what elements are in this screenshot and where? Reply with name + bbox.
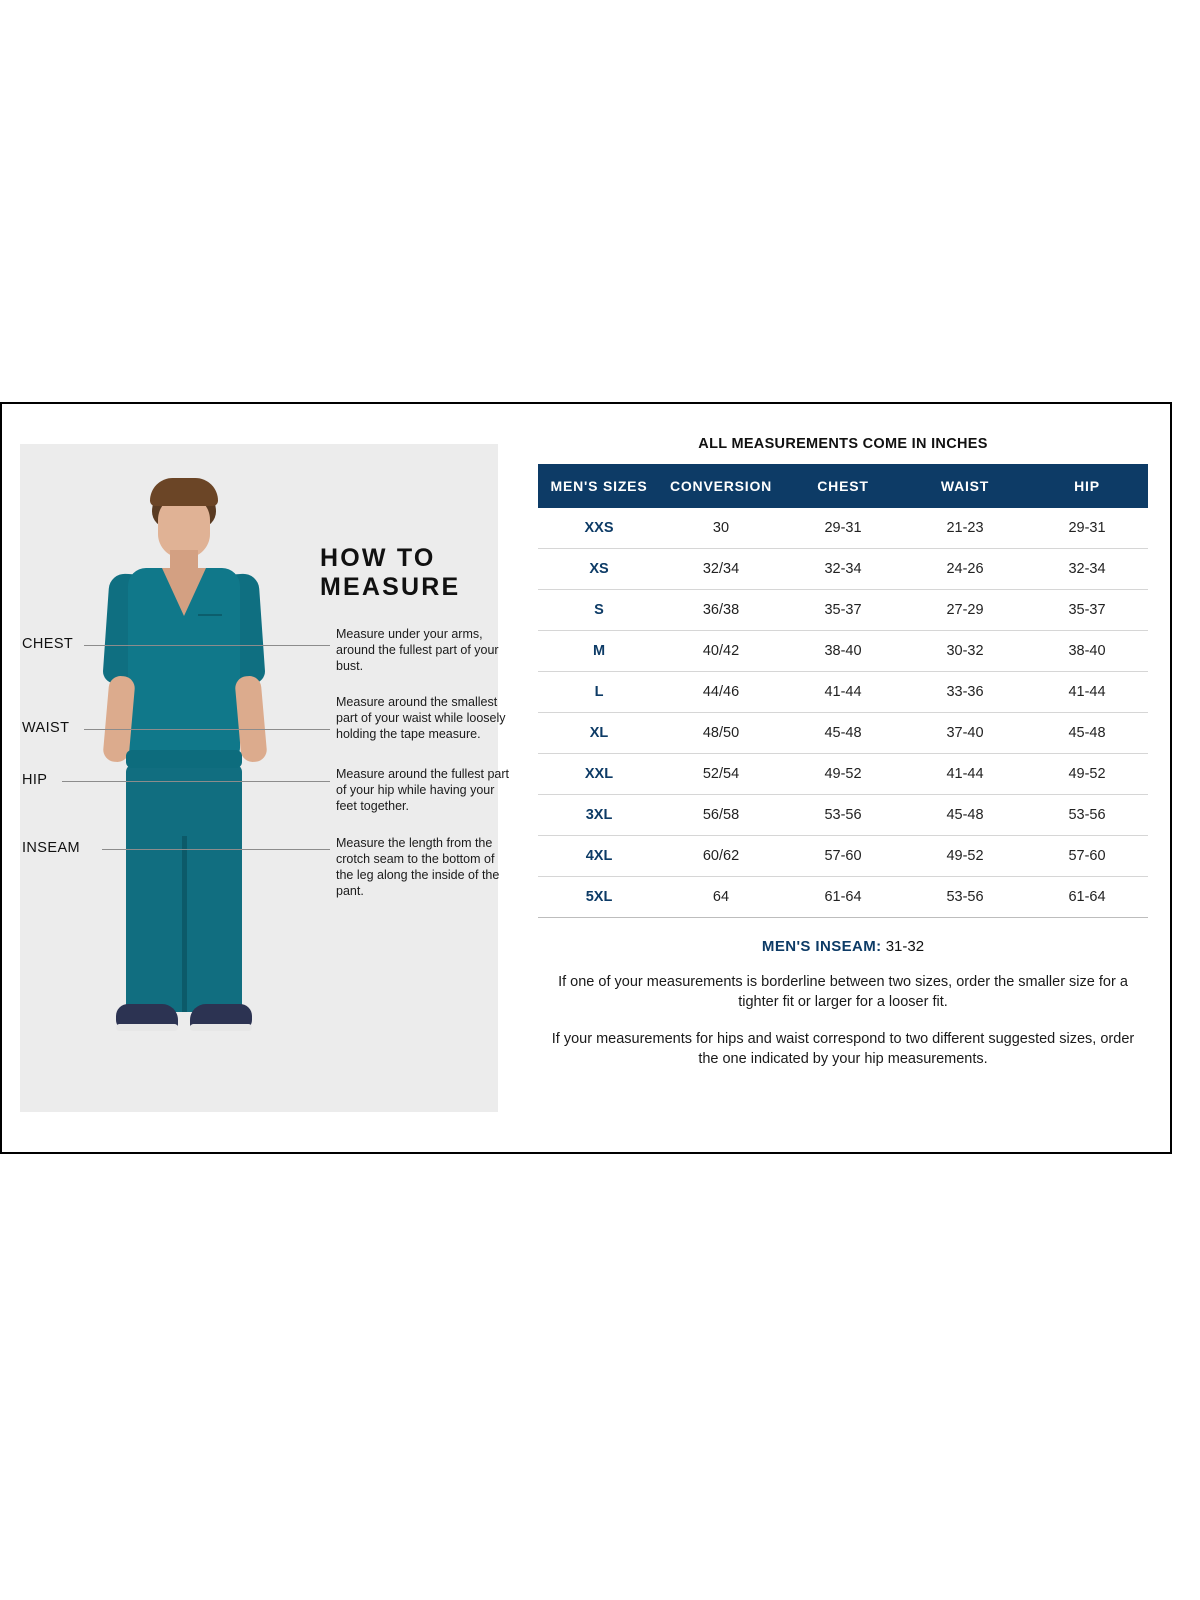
sizing-note-borderline: If one of your measurements is borderline between two sizes, order the smaller size for a tighter fit or larger for a looser fit. xyxy=(558,974,1128,1010)
cell-hip: 45-48 xyxy=(1026,713,1148,754)
cell-conversion: 40/42 xyxy=(660,631,782,672)
cell-conversion: 48/50 xyxy=(660,713,782,754)
right-shoe-sole-shape xyxy=(190,1024,252,1031)
chest-instruction: Measure under your arms, around the fullest part of your bust. xyxy=(336,627,499,673)
chest-label: CHEST xyxy=(22,636,74,652)
sizing-note-hip-waist: If your measurements for hips and waist correspond to two different suggested sizes, order the one indicated by your hip measurements. xyxy=(551,1031,1135,1067)
cell-size: 5XL xyxy=(538,877,660,918)
cell-waist: 41-44 xyxy=(904,754,1026,795)
cell-chest: 35-37 xyxy=(782,590,904,631)
hair-top-shape xyxy=(150,478,218,506)
inseam-instruction: Measure the length from the crotch seam to the bottom of the leg along the inside of the pant. xyxy=(336,836,500,898)
waistband-shape xyxy=(126,750,242,768)
cell-waist: 53-56 xyxy=(904,877,1026,918)
waist-label: WAIST xyxy=(22,720,70,736)
table-row xyxy=(538,713,1148,754)
waist-instruction: Measure around the smallest part of your waist while loosely holding the tape measure. xyxy=(336,695,506,741)
cell-size: XL xyxy=(538,713,660,754)
how-to-measure-panel xyxy=(2,404,516,1152)
cell-chest: 53-56 xyxy=(782,795,904,836)
model-figure-illustration xyxy=(70,464,300,1064)
cell-waist: 27-29 xyxy=(904,590,1026,631)
column-header-conversion: CONVERSION xyxy=(660,464,782,508)
cell-hip: 61-64 xyxy=(1026,877,1148,918)
cell-size: S xyxy=(538,590,660,631)
cell-waist: 21-23 xyxy=(904,508,1026,549)
how-to-measure-title xyxy=(320,544,510,602)
how-to-measure-title-line2: MEASURE xyxy=(320,572,461,601)
inseam-summary-value: 31-32 xyxy=(885,938,925,955)
cell-waist: 45-48 xyxy=(904,795,1026,836)
cell-conversion: 64 xyxy=(660,877,782,918)
cell-waist: 37-40 xyxy=(904,713,1026,754)
table-row xyxy=(538,836,1148,877)
cell-chest: 38-40 xyxy=(782,631,904,672)
table-row xyxy=(538,508,1148,549)
column-header-waist: WAIST xyxy=(904,464,1026,508)
cell-hip: 38-40 xyxy=(1026,631,1148,672)
cell-conversion: 52/54 xyxy=(660,754,782,795)
size-table-head xyxy=(538,464,1148,508)
cell-chest: 41-44 xyxy=(782,672,904,713)
table-row xyxy=(538,590,1148,631)
inseam-summary-label: MEN'S INSEAM: xyxy=(761,938,882,955)
cell-chest: 45-48 xyxy=(782,713,904,754)
cell-chest: 49-52 xyxy=(782,754,904,795)
cell-chest: 29-31 xyxy=(782,508,904,549)
cell-conversion: 44/46 xyxy=(660,672,782,713)
table-row xyxy=(538,631,1148,672)
how-to-measure-title-line1: HOW TO xyxy=(320,544,436,572)
table-row xyxy=(538,672,1148,713)
cell-hip: 32-34 xyxy=(1026,549,1148,590)
hip-instruction: Measure around the fullest part of your hip while having your feet together. xyxy=(336,767,510,813)
cell-size: 3XL xyxy=(538,795,660,836)
cell-chest: 57-60 xyxy=(782,836,904,877)
waist-leader-line xyxy=(84,729,330,730)
chest-pocket-shape xyxy=(198,614,222,616)
cell-chest: 32-34 xyxy=(782,549,904,590)
chest-leader-line xyxy=(84,645,330,646)
cell-size: XXL xyxy=(538,754,660,795)
cell-chest: 61-64 xyxy=(782,877,904,918)
table-row xyxy=(538,795,1148,836)
size-table xyxy=(538,464,1148,918)
cell-waist: 49-52 xyxy=(904,836,1026,877)
inseam-label: INSEAM xyxy=(22,840,80,856)
cell-conversion: 36/38 xyxy=(660,590,782,631)
size-chart-card xyxy=(0,402,1172,1154)
inseam-leader-line xyxy=(102,849,330,850)
cell-hip: 29-31 xyxy=(1026,508,1148,549)
cell-size: 4XL xyxy=(538,836,660,877)
cell-size: L xyxy=(538,672,660,713)
table-row xyxy=(538,549,1148,590)
cell-size: XS xyxy=(538,549,660,590)
cell-hip: 35-37 xyxy=(1026,590,1148,631)
cell-conversion: 32/34 xyxy=(660,549,782,590)
size-table-header-row xyxy=(538,464,1148,508)
cell-size: XXS xyxy=(538,508,660,549)
leg-separation-shape xyxy=(182,836,187,1012)
size-table-body xyxy=(538,508,1148,918)
cell-conversion: 30 xyxy=(660,508,782,549)
table-row xyxy=(538,754,1148,795)
cell-waist: 30-32 xyxy=(904,631,1026,672)
cell-hip: 41-44 xyxy=(1026,672,1148,713)
column-header-mens-sizes: MEN'S SIZES xyxy=(538,464,660,508)
cell-hip: 57-60 xyxy=(1026,836,1148,877)
hip-leader-line xyxy=(62,781,330,782)
cell-conversion: 56/58 xyxy=(660,795,782,836)
cell-conversion: 60/62 xyxy=(660,836,782,877)
hip-label: HIP xyxy=(22,772,48,788)
cell-size: M xyxy=(538,631,660,672)
size-table-panel xyxy=(516,404,1170,1152)
cell-hip: 53-56 xyxy=(1026,795,1148,836)
table-row xyxy=(538,877,1148,918)
cell-hip: 49-52 xyxy=(1026,754,1148,795)
cell-waist: 24-26 xyxy=(904,549,1026,590)
left-shoe-sole-shape xyxy=(116,1024,178,1031)
measurements-heading: ALL MEASUREMENTS COME IN INCHES xyxy=(698,436,988,452)
column-header-hip: HIP xyxy=(1026,464,1148,508)
inseam-summary xyxy=(538,938,1148,955)
cell-waist: 33-36 xyxy=(904,672,1026,713)
column-header-chest: CHEST xyxy=(782,464,904,508)
